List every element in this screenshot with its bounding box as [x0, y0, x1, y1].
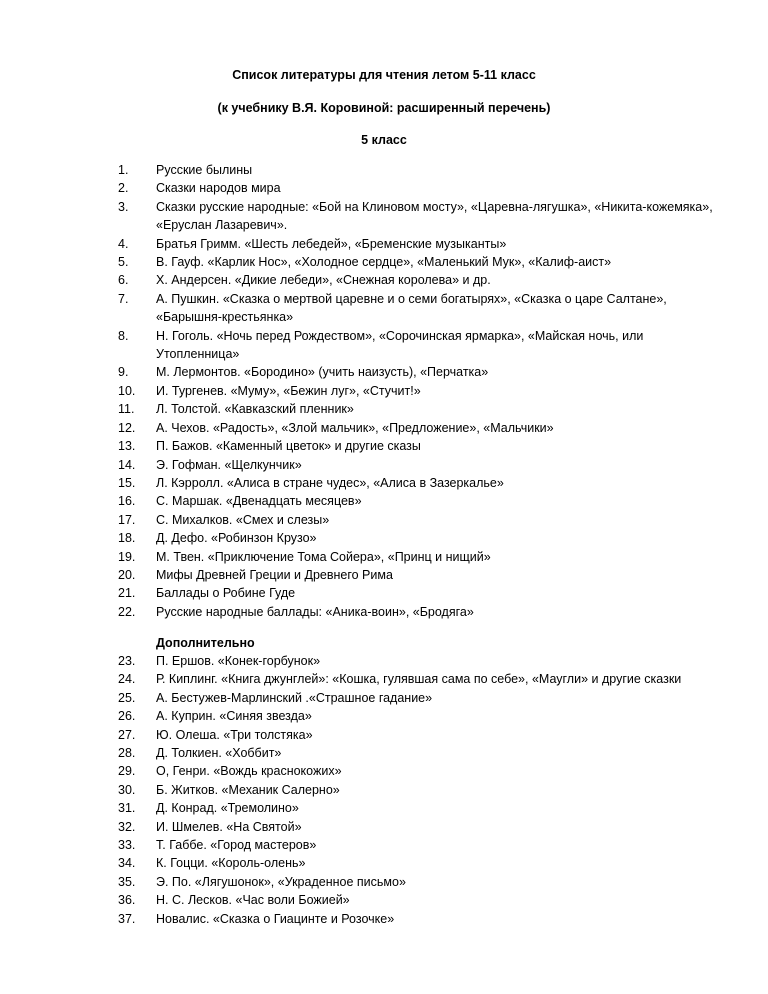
list-item-number: 3. — [118, 199, 129, 214]
list-item-text: Баллады о Робине Гуде — [156, 586, 296, 601]
list-item-number: 29. — [118, 764, 136, 779]
list-item-text: П. Бажов. «Каменный цветок» и другие сказы — [156, 439, 421, 454]
list-item-text: Д. Конрад. «Тремолино» — [156, 801, 299, 816]
list-item — [118, 891, 738, 909]
list-item-number: 4. — [118, 236, 129, 251]
list-item — [118, 670, 738, 688]
list-item — [118, 179, 718, 197]
list-item — [118, 253, 718, 271]
list-item — [118, 566, 718, 584]
list-item — [118, 781, 738, 799]
list-item-number: 12. — [118, 420, 136, 435]
list-item — [118, 492, 718, 510]
list-item — [118, 456, 718, 474]
list-item — [118, 584, 718, 602]
list-item-number: 23. — [118, 654, 136, 668]
list-item-text: Х. Андерсен. «Дикие лебеди», «Снежная королева» и др. — [156, 273, 491, 288]
list-item — [118, 799, 738, 817]
list-item-number: 33. — [118, 838, 136, 853]
list-item-text: Н. Гоголь. «Ночь перед Рождеством», «Сорочинская ярмарка», «Майская ночь, или Утопленница» — [156, 328, 644, 362]
list-item-text: М. Твен. «Приключение Тома Сойера», «Принц и нищий» — [156, 549, 491, 564]
list-item-text: Т. Габбе. «Город мастеров» — [156, 838, 317, 853]
list-item-number: 21. — [118, 586, 136, 601]
list-item-number: 10. — [118, 383, 136, 398]
list-item — [118, 689, 738, 707]
list-item — [118, 818, 738, 836]
list-item-number: 35. — [118, 874, 136, 889]
list-item — [118, 529, 718, 547]
list-item-text: А. Чехов. «Радость», «Злой мальчик», «Предложение», «Мальчики» — [156, 420, 554, 435]
list-item-text: Ю. Олеша. «Три толстяка» — [156, 727, 313, 742]
list-item-number: 24. — [118, 672, 136, 687]
list-item — [118, 290, 718, 327]
list-item — [118, 382, 718, 400]
list-item-text: Русские былины — [156, 163, 253, 177]
list-item — [118, 235, 718, 253]
list-item-text: А. Куприн. «Синяя звезда» — [156, 709, 312, 724]
list-item — [118, 437, 718, 455]
list-item-text: Л. Кэрролл. «Алиса в стране чудес», «Алиса в Зазеркалье» — [156, 475, 504, 490]
additional-heading: Дополнительно — [156, 636, 255, 650]
list-item-number: 9. — [118, 365, 129, 380]
list-item-text: Н. С. Лесков. «Час воли Божией» — [156, 893, 350, 908]
list-item-number: 17. — [118, 512, 136, 527]
list-item-number: 6. — [118, 273, 129, 288]
list-item-text: К. Гоцци. «Король-олень» — [156, 856, 306, 871]
list-item — [118, 271, 718, 289]
list-item-text: Новалис. «Сказка о Гиацинте и Розочке» — [156, 911, 395, 926]
list-item — [118, 198, 718, 235]
list-item-text: П. Ершов. «Конек-горбунок» — [156, 654, 321, 668]
list-item-number: 28. — [118, 746, 136, 761]
list-item-number: 31. — [118, 801, 136, 816]
list-item-number: 5. — [118, 255, 129, 270]
list-item — [118, 419, 718, 437]
list-item-text: А. Пушкин. «Сказка о мертвой царевне и о семи богатырях», «Сказка о царе Салтане», «Барышня-крестьянка» — [156, 291, 667, 325]
list-item-text: Мифы Древней Греции и Древнего Рима — [156, 567, 393, 582]
list-item — [118, 474, 718, 492]
list-item — [118, 726, 738, 744]
list-item — [118, 400, 718, 418]
list-item — [118, 836, 738, 854]
list-item-number: 19. — [118, 549, 136, 564]
list-item-text: Д. Дефо. «Робинзон Крузо» — [156, 531, 317, 546]
list-item-number: 27. — [118, 727, 136, 742]
list-item — [118, 548, 718, 566]
list-item-text: Э. По. «Лягушонок», «Украденное письмо» — [156, 874, 406, 889]
list-item-number: 16. — [118, 494, 136, 509]
list-item-number: 1. — [118, 163, 129, 177]
list-item-text: Д. Толкиен. «Хоббит» — [156, 746, 282, 761]
list-item — [118, 873, 738, 891]
list-item-number: 25. — [118, 690, 136, 705]
document-subtitle: (к учебнику В.Я. Коровиной: расширенный перечень) — [217, 101, 551, 115]
list-item-text: Э. Гофман. «Щелкунчик» — [156, 457, 302, 472]
list-item — [118, 363, 718, 381]
list-item — [118, 603, 718, 621]
list-item-number: 36. — [118, 893, 136, 908]
list-item-text: Русские народные баллады: «Аника-воин», «Бродяга» — [156, 604, 474, 619]
list-item — [118, 910, 738, 928]
list-item-text: В. Гауф. «Карлик Нос», «Холодное сердце», «Маленький Мук», «Калиф-аист» — [156, 255, 612, 270]
list-item-text: С. Маршак. «Двенадцать месяцев» — [156, 494, 362, 509]
list-item-number: 15. — [118, 475, 136, 490]
list-item-text: А. Бестужев-Марлинский .«Страшное гадание» — [156, 690, 433, 705]
list-item-text: Сказки русские народные: «Бой на Клиновом мосту», «Царевна-лягушка», «Никита-кожемяка», «Еруслан Лазаревич». — [156, 199, 713, 233]
list-item — [118, 744, 738, 762]
additional-reading-list — [118, 652, 738, 928]
list-item-number: 37. — [118, 911, 136, 926]
list-item-number: 34. — [118, 856, 136, 871]
list-item-text: И. Тургенев. «Муму», «Бежин луг», «Стучит!» — [156, 383, 421, 398]
list-item-text: М. Лермонтов. «Бородино» (учить наизусть), «Перчатка» — [156, 365, 489, 380]
list-item-number: 20. — [118, 567, 136, 582]
list-item-number: 30. — [118, 782, 136, 797]
list-item-number: 2. — [118, 181, 129, 196]
list-item-number: 8. — [118, 328, 129, 343]
list-item — [118, 854, 738, 872]
list-item-number: 13. — [118, 439, 136, 454]
list-item — [118, 511, 718, 529]
list-item-number: 22. — [118, 604, 136, 619]
list-item-text: Сказки народов мира — [156, 181, 281, 196]
grade-heading: 5 класс — [361, 133, 407, 147]
list-item — [118, 327, 718, 364]
list-item-number: 7. — [118, 291, 129, 306]
list-item-number: 18. — [118, 531, 136, 546]
list-item-number: 26. — [118, 709, 136, 724]
list-item — [118, 652, 738, 670]
list-item-text: Р. Киплинг. «Книга джунглей»: «Кошка, гулявшая сама по себе», «Маугли» и другие сказки — [156, 672, 682, 687]
document-title: Список литературы для чтения летом 5-11 класс — [232, 68, 536, 82]
list-item-text: Б. Житков. «Механик Салерно» — [156, 782, 340, 797]
list-item-number: 11. — [118, 402, 135, 417]
list-item — [118, 707, 738, 725]
list-item-text: И. Шмелев. «На Святой» — [156, 819, 302, 834]
list-item-text: С. Михалков. «Смех и слезы» — [156, 512, 330, 527]
list-item-text: Братья Гримм. «Шесть лебедей», «Бременские музыканты» — [156, 236, 507, 251]
list-item — [118, 161, 718, 179]
list-item-number: 32. — [118, 819, 136, 834]
list-item-text: О, Генри. «Вождь краснокожих» — [156, 764, 342, 779]
list-item — [118, 762, 738, 780]
reading-list — [118, 161, 718, 621]
list-item-number: 14. — [118, 457, 136, 472]
list-item-text: Л. Толстой. «Кавказский пленник» — [156, 402, 354, 417]
